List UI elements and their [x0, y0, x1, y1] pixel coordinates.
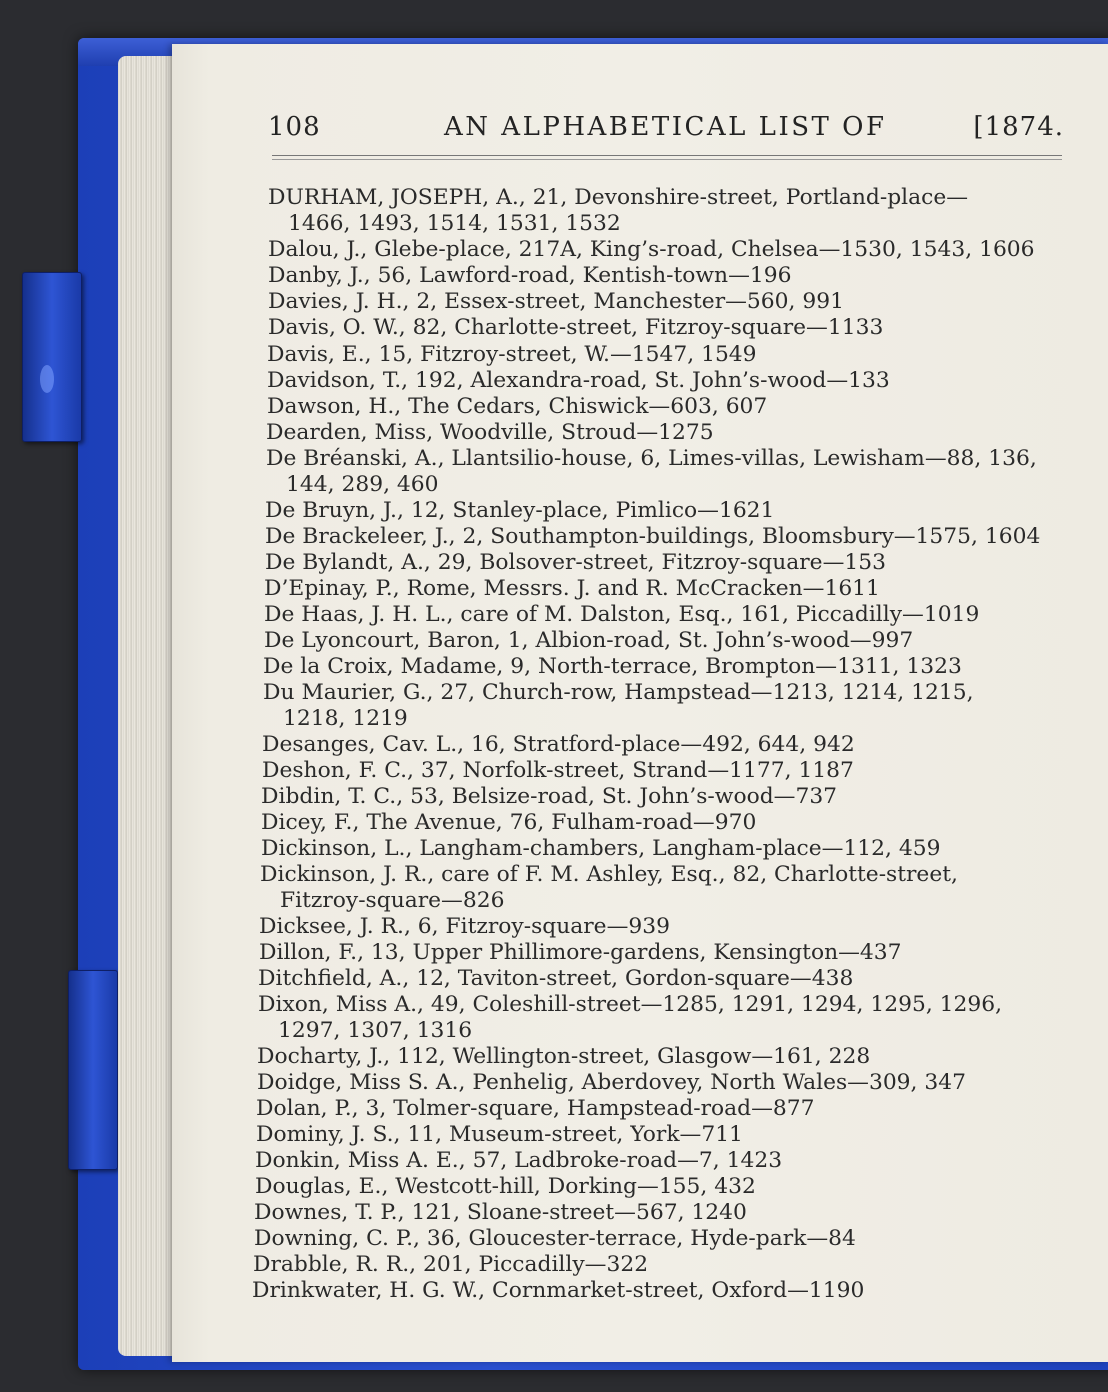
list-entry-continuation: 1218, 1219	[283, 706, 408, 731]
running-header	[268, 108, 1064, 152]
list-entry: De Brackeleer, J., 2, Southampton-buildings, Bloomsbury—1575, 1604	[265, 524, 1041, 549]
page-title: AN ALPHABETICAL LIST OF	[444, 112, 887, 142]
header-rule	[272, 155, 1062, 156]
list-entry: D’Epinay, P., Rome, Messrs. J. and R. McCracken—1611	[264, 576, 880, 601]
list-entry: De la Croix, Madame, 9, North-terrace, Brompton—1311, 1323	[263, 654, 962, 679]
list-entry: Danby, J., 56, Lawford-road, Kentish-town—196	[268, 263, 792, 288]
list-entry: Downes, T. P., 121, Sloane-street—567, 1240	[254, 1200, 747, 1225]
list-entry: Dearden, Miss, Woodville, Stroud—1275	[266, 420, 714, 445]
bookmark-tab-upper	[22, 272, 82, 442]
list-entry: Dicey, F., The Avenue, 76, Fulham-road—970	[261, 810, 757, 835]
list-entry-continuation: 1466, 1493, 1514, 1531, 1532	[288, 211, 621, 236]
list-entry: Dicksee, J. R., 6, Fitzroy-square—939	[259, 914, 670, 939]
list-entry: Du Maurier, G., 27, Church-row, Hampstead—1213, 1214, 1215,	[263, 680, 974, 705]
list-entry: Dawson, H., The Cedars, Chiswick—603, 607	[267, 394, 768, 419]
list-entry: Docharty, J., 112, Wellington-street, Glasgow—161, 228	[257, 1044, 871, 1069]
list-entry: Davis, O. W., 82, Charlotte-street, Fitzroy-square—1133	[268, 315, 884, 340]
list-entry-continuation: Fitzroy-square—826	[280, 888, 505, 913]
list-entry: De Lyoncourt, Baron, 1, Albion-road, St. John’s-wood—997	[264, 628, 914, 653]
page-year: [1874.	[973, 112, 1064, 142]
list-entry-continuation: 144, 289, 460	[286, 472, 439, 497]
list-entry: Drabble, R. R., 201, Piccadilly—322	[253, 1252, 649, 1277]
list-entry: Davidson, T., 192, Alexandra-road, St. John’s-wood—133	[267, 368, 890, 393]
list-entry: Dalou, J., Glebe-place, 217A, King’s-road, Chelsea—1530, 1543, 1606	[268, 237, 1035, 262]
list-entry: Davies, J. H., 2, Essex-street, Manchester—560, 991	[268, 289, 844, 314]
list-entry: Donkin, Miss A. E., 57, Ladbroke-road—7, 1423	[255, 1148, 783, 1173]
list-entry: De Bruyn, J., 12, Stanley-place, Pimlico—1621	[265, 498, 775, 523]
list-entry: Ditchfield, A., 12, Taviton-street, Gordon-square—438	[258, 966, 854, 991]
bookmark-tab-lower	[68, 970, 118, 1170]
list-entry: DURHAM, JOSEPH, A., 21, Devonshire-street, Portland-place—	[268, 185, 969, 210]
list-entry: Dominy, J. S., 11, Museum-street, York—711	[256, 1122, 743, 1147]
header-rule-second	[272, 159, 1062, 160]
list-entry: Dibdin, T. C., 53, Belsize-road, St. John’s-wood—737	[261, 784, 838, 809]
list-entry: De Haas, J. H. L., care of M. Dalston, Esq., 161, Piccadilly—1019	[264, 602, 980, 627]
list-entry: Doidge, Miss S. A., Penhelig, Aberdovey, North Wales—309, 347	[257, 1070, 967, 1095]
list-entry: Dickinson, L., Langham-chambers, Langham-place—112, 459	[261, 836, 941, 861]
list-entry: De Bylandt, A., 29, Bolsover-street, Fitzroy-square—153	[265, 550, 886, 575]
tab-wear-mark	[40, 365, 54, 393]
list-entry: Douglas, E., Westcott-hill, Dorking—155, 432	[255, 1174, 756, 1199]
list-entry: Deshon, F. C., 37, Norfolk-street, Strand—1177, 1187	[262, 758, 854, 783]
page-number: 108	[268, 112, 321, 142]
list-entry: Drinkwater, H. G. W., Cornmarket-street, Oxford—1190	[252, 1278, 865, 1303]
list-entry: Dickinson, J. R., care of F. M. Ashley, Esq., 82, Charlotte-street,	[260, 862, 958, 887]
list-entry: De Bréanski, A., Llantsilio-house, 6, Limes-villas, Lewisham—88, 136,	[266, 446, 1037, 471]
list-entry: Desanges, Cav. L., 16, Stratford-place—492, 644, 942	[262, 732, 855, 757]
list-entry-continuation: 1297, 1307, 1316	[278, 1018, 473, 1043]
list-entry: Dixon, Miss A., 49, Coleshill-street—1285, 1291, 1294, 1295, 1296,	[258, 992, 1003, 1017]
list-entry: Dolan, P., 3, Tolmer-square, Hampstead-road—877	[256, 1096, 815, 1121]
list-entry: Dillon, F., 13, Upper Phillimore-gardens, Kensington—437	[259, 940, 902, 965]
list-entry: Downing, C. P., 36, Gloucester-terrace, Hyde-park—84	[254, 1226, 856, 1251]
list-entry: Davis, E., 15, Fitzroy-street, W.—1547, 1549	[267, 342, 757, 367]
